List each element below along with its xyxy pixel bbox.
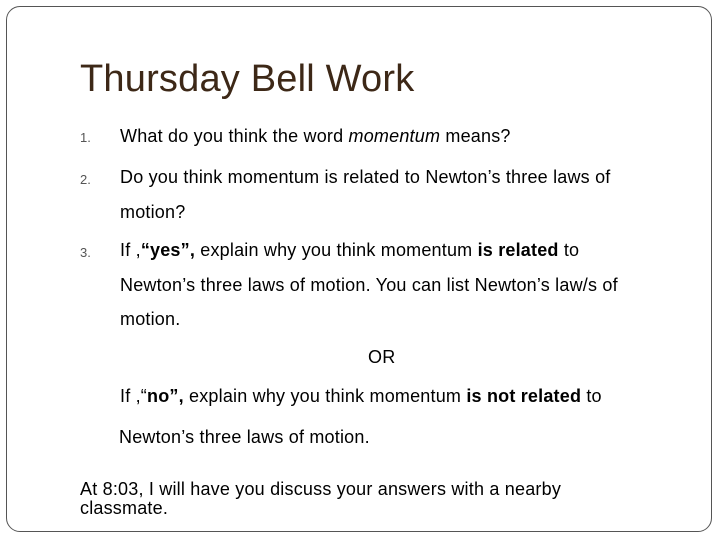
no-clause-line-2: Newton’s three laws of motion.	[119, 427, 370, 447]
no-clause-line-1	[120, 386, 602, 407]
yes-answer: “yes”,	[140, 240, 196, 260]
question-3-line-2: Newton’s three laws of motion. You can list Newton’s law/s of	[120, 275, 618, 295]
no-prefix: If ,“	[120, 386, 147, 406]
momentum-term: momentum	[348, 126, 441, 146]
no-answer: no”,	[147, 386, 184, 406]
no-suffix: to	[581, 386, 602, 406]
question-1-text-start: What do you think the word	[120, 126, 349, 146]
is-related-emphasis: is related	[477, 240, 559, 260]
item-number-3: 3.	[80, 245, 91, 260]
item-number-2: 2.	[80, 172, 91, 187]
question-2-line-2: motion?	[120, 202, 186, 222]
or-divider: OR	[368, 347, 396, 367]
question-1-text-end: means?	[440, 126, 511, 146]
no-middle: explain why you think momentum	[183, 386, 467, 406]
item-number-1: 1.	[80, 130, 91, 145]
q3-suffix: to	[558, 240, 580, 260]
footer-note: At 8:03, I will have you discuss your answers with a nearby classmate.	[80, 479, 562, 518]
question-1	[120, 126, 511, 147]
question-3-line-1	[120, 240, 579, 261]
slide-title: Thursday Bell Work	[80, 58, 415, 100]
not-related-emphasis: is not related	[466, 386, 582, 406]
q3-prefix: If ,	[120, 240, 141, 260]
question-3-line-3: motion.	[120, 309, 181, 329]
question-2-line-1: Do you think momentum is related to Newton’s three laws of	[120, 167, 611, 187]
q3-middle: explain why you think momentum	[195, 240, 478, 260]
